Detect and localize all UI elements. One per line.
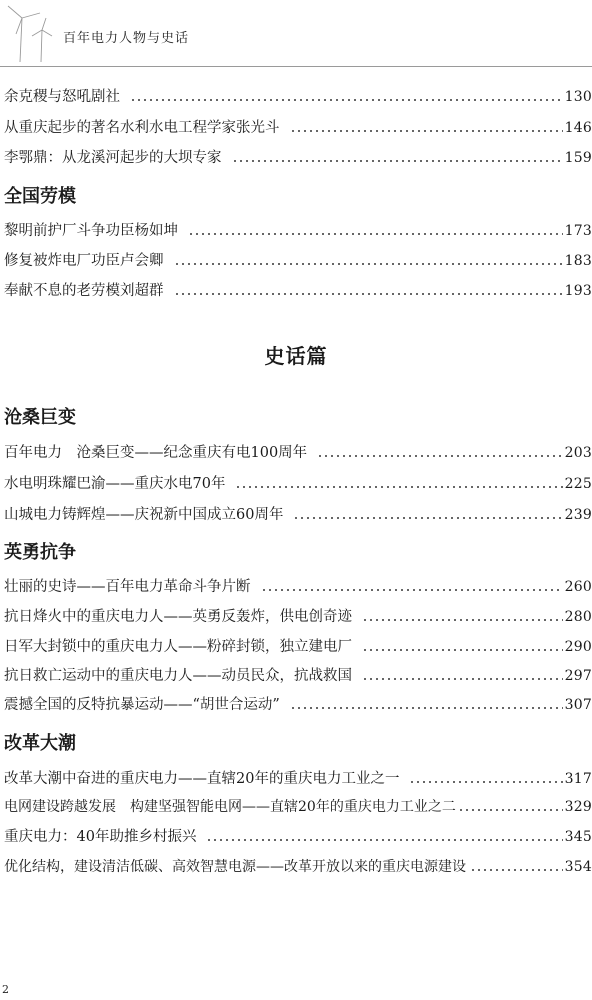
toc-entry-page: 329 [564, 799, 592, 815]
page-number: 2 [2, 983, 9, 996]
dot-leader [232, 160, 563, 162]
dot-leader [409, 781, 562, 783]
toc-entry[interactable] [4, 635, 592, 659]
toc-entry-title: 李鄂鼎：从龙溪河起步的大坝专家 [4, 150, 222, 166]
toc-entry[interactable] [4, 219, 592, 243]
toc-entry-page: 345 [564, 829, 592, 845]
toc-entry-title: 奉献不息的老劳模刘超群 [4, 283, 164, 299]
dot-leader [261, 589, 563, 591]
dot-leader [174, 263, 563, 265]
section-heading: 沧桑巨变 [4, 407, 76, 428]
toc-entry[interactable] [4, 693, 592, 717]
dot-leader [362, 649, 563, 651]
wind-turbine-icon [2, 0, 54, 62]
dot-leader [470, 869, 563, 871]
dot-leader [290, 130, 563, 132]
toc-entry[interactable] [4, 767, 592, 791]
dot-leader [362, 619, 563, 621]
toc-entry[interactable] [4, 503, 592, 527]
toc-entry-page: 260 [564, 579, 592, 595]
toc-entry[interactable] [4, 664, 592, 688]
section-heading: 英勇抗争 [4, 542, 76, 563]
toc-entry-page: 290 [564, 639, 592, 655]
toc-entry-page: 317 [564, 771, 592, 787]
toc-entry-page: 307 [564, 697, 592, 713]
dot-leader [235, 486, 562, 488]
running-header [0, 0, 592, 68]
toc-entry-title: 壮丽的史诗——百年电力革命斗争片断 [4, 579, 251, 595]
toc-entry-page: 130 [564, 89, 592, 105]
toc-entry-page: 203 [564, 445, 592, 461]
toc-entry-title: 从重庆起步的著名水利水电工程学家张光斗 [4, 120, 280, 136]
toc-entry-title: 黎明前护厂斗争功臣杨如坤 [4, 223, 178, 239]
toc-entry-title: 震撼全国的反特抗暴运动——“胡世合运动” [4, 697, 280, 713]
toc-entry[interactable] [4, 249, 592, 273]
toc-entry-title: 余克稷与怒吼剧社 [4, 89, 120, 105]
part-title: 史话篇 [264, 344, 328, 368]
toc-entry-page: 193 [564, 283, 592, 299]
toc-entry-title: 电网建设跨越发展 构建坚强智能电网——直辖20年的重庆电力工业之二 [4, 799, 456, 815]
toc-entry-page: 354 [564, 859, 592, 875]
toc-entry-title: 修复被炸电厂功臣卢会卿 [4, 253, 164, 269]
section-heading: 全国劳模 [4, 186, 76, 207]
dot-leader [206, 839, 562, 841]
book-title: 百年电力人物与史话 [63, 31, 190, 46]
toc-entry-title: 水电明珠耀巴渝——重庆水电70年 [4, 476, 226, 492]
toc-entry-title: 重庆电力：40年助推乡村振兴 [4, 829, 197, 845]
dot-leader [290, 707, 563, 709]
dot-leader [130, 99, 563, 101]
toc-entry-page: 225 [564, 476, 592, 492]
toc-entry[interactable] [4, 279, 592, 303]
toc-entry-page: 280 [564, 609, 592, 625]
toc-entry[interactable] [4, 575, 592, 599]
toc-entry[interactable] [4, 441, 592, 465]
dot-leader [317, 455, 562, 457]
toc-entry[interactable] [4, 116, 592, 140]
header-divider [0, 66, 592, 67]
toc-entry-title: 优化结构，建设清洁低碳、高效智慧电源——改革开放以来的重庆电源建设 [4, 859, 466, 875]
toc-entry-title: 改革大潮中奋进的重庆电力——直辖20年的重庆电力工业之一 [4, 771, 400, 787]
dot-leader [293, 517, 562, 519]
toc-entry[interactable] [4, 825, 592, 849]
toc-entry-title: 日军大封锁中的重庆电力人——粉碎封锁，独立建电厂 [4, 639, 352, 655]
toc-entry[interactable] [4, 472, 592, 496]
dot-leader [188, 233, 563, 235]
dot-leader [458, 809, 563, 811]
section-heading: 改革大潮 [4, 733, 76, 754]
toc-entry[interactable] [4, 795, 592, 819]
dot-leader [362, 678, 563, 680]
toc-entry-page: 297 [564, 668, 592, 684]
toc-entry-page: 239 [564, 507, 592, 523]
toc-entry-title: 抗日救亡运动中的重庆电力人——动员民众，抗战救国 [4, 668, 352, 684]
toc-entry-page: 183 [564, 253, 592, 269]
toc-entry[interactable] [4, 85, 592, 109]
toc-entry[interactable] [4, 855, 592, 879]
toc-entry-title: 山城电力铸辉煌——庆祝新中国成立60周年 [4, 507, 284, 523]
dot-leader [174, 293, 563, 295]
toc-entry[interactable] [4, 146, 592, 170]
toc-entry[interactable] [4, 605, 592, 629]
toc-entry-page: 146 [564, 120, 592, 136]
toc-entry-title: 百年电力 沧桑巨变——纪念重庆有电100周年 [4, 445, 308, 461]
toc-entry-title: 抗日烽火中的重庆电力人——英勇反轰炸，供电创奇迹 [4, 609, 352, 625]
toc-entry-page: 159 [564, 150, 592, 166]
toc-entry-page: 173 [564, 223, 592, 239]
